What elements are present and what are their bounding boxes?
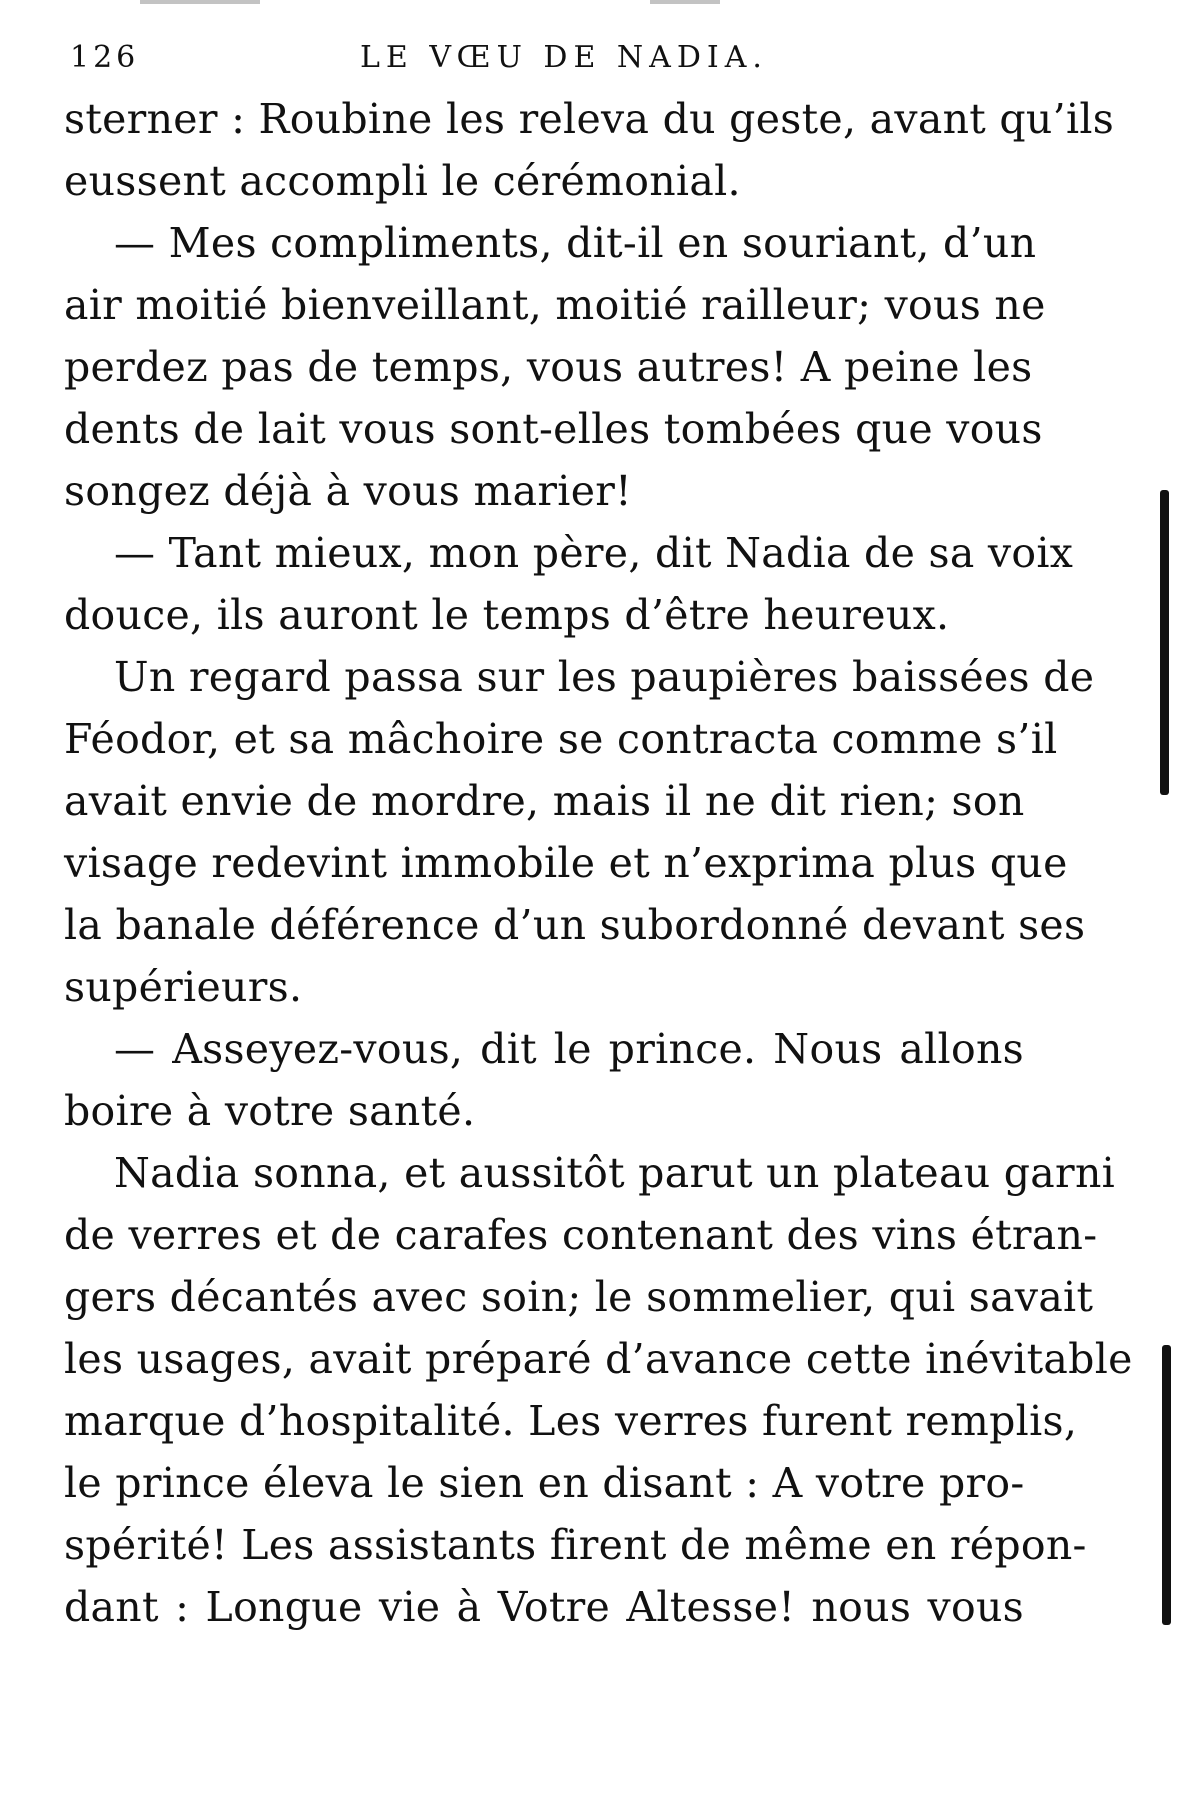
text-line: douce, ils auront le temps d’être heureux.	[64, 591, 950, 639]
body-text	[64, 88, 1133, 1638]
text-line: Féodor, et sa mâchoire se contracta comme s’il	[64, 715, 1058, 763]
text-line: le prince éleva le sien en disant : A votre pro-	[64, 1459, 1025, 1507]
text-line: de verres et de carafes contenant des vins étran-	[64, 1211, 1098, 1259]
text-line: — Mes compliments, dit-il en souriant, d’un	[114, 219, 1037, 267]
text-line: sterner : Roubine les releva du geste, avant qu’ils	[64, 95, 1115, 143]
text-line: marque d’hospitalité. Les verres furent remplis,	[64, 1397, 1078, 1445]
text-line: — Tant mieux, mon père, dit Nadia de sa voix	[114, 529, 1074, 577]
scan-artifact-top-right	[650, 0, 720, 4]
text-line: — Asseyez-vous, dit le prince. Nous allons	[114, 1025, 1024, 1073]
text-line: Nadia sonna, et aussitôt parut un plateau garni	[114, 1149, 1116, 1197]
text-line: songez déjà à vous marier!	[64, 467, 632, 515]
text-line: eussent accompli le cérémonial.	[64, 157, 741, 205]
scan-artifact-top-left	[140, 0, 260, 4]
scan-edge-mark-upper	[1160, 490, 1169, 795]
text-line: la banale déférence d’un subordonné devant ses	[64, 901, 1086, 949]
text-line: gers décantés avec soin; le sommelier, qui savait	[64, 1273, 1094, 1321]
text-line: Un regard passa sur les paupières baissées de	[114, 653, 1095, 701]
text-line: visage redevint immobile et n’exprima plus que	[64, 839, 1068, 887]
text-line: boire à votre santé.	[64, 1087, 476, 1135]
running-head	[70, 30, 1030, 80]
text-line: les usages, avait préparé d’avance cette inévitable	[64, 1335, 1133, 1383]
scan-edge-mark-lower	[1162, 1345, 1171, 1625]
running-title: LE VŒU DE NADIA.	[360, 40, 768, 75]
text-line: avait envie de mordre, mais il ne dit rien; son	[64, 777, 1025, 825]
text-line: dant : Longue vie à Votre Altesse! nous vous	[64, 1583, 1024, 1631]
text-line: perdez pas de temps, vous autres! A peine les	[64, 343, 1033, 391]
text-line: air moitié bienveillant, moitié railleur; vous ne	[64, 281, 1046, 329]
text-line: dents de lait vous sont-elles tombées que vous	[64, 405, 1043, 453]
page-number: 126	[70, 40, 140, 75]
text-line: spérité! Les assistants firent de même en répon-	[64, 1521, 1087, 1569]
text-line: supérieurs.	[64, 963, 303, 1011]
